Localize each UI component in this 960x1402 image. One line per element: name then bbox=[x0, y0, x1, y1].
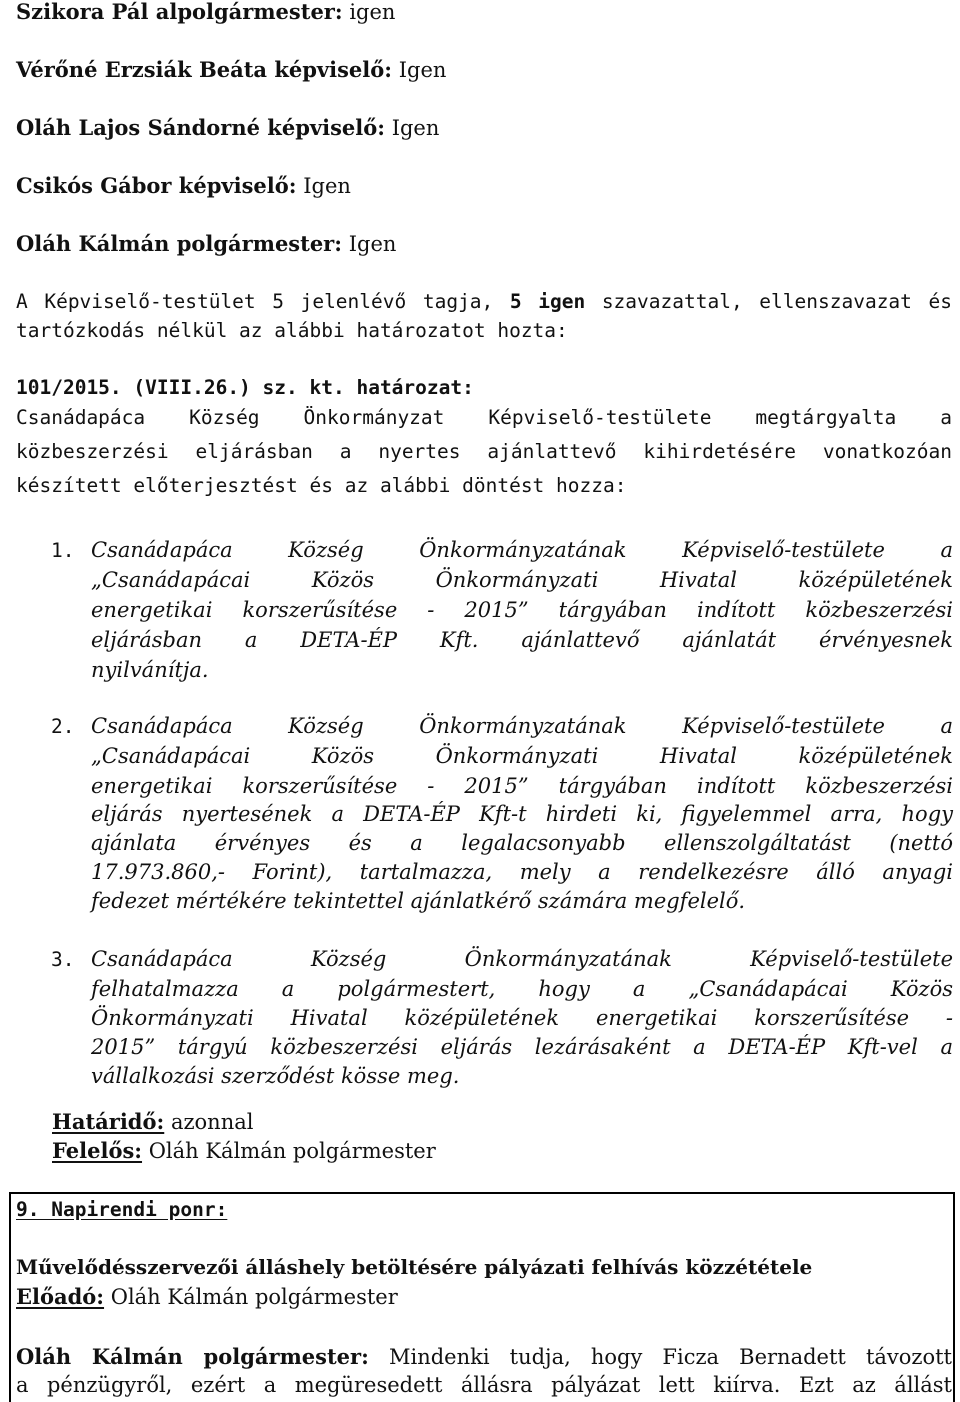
resolution-number: 101/2015. (VIII.26.) sz. kt. határozat: bbox=[16, 376, 474, 399]
presenter-line bbox=[16, 1282, 398, 1312]
item-line: eljárás nyertesének a DETA-ÉP Kft-t hirdeti ki, figyelemmel arra, hogy bbox=[91, 802, 953, 826]
item-line: Csanádapáca Község Önkormányzatának Képviselő-testülete bbox=[91, 947, 953, 971]
vote-value: Igen bbox=[391, 116, 440, 140]
item-line: Önkormányzati Hivatal középületének energetikai korszerűsítése - bbox=[91, 1006, 953, 1030]
vote-line bbox=[16, 55, 446, 85]
item-line: ajánlata érvényes és a legalacsonyabb ellenszolgáltatást (nettó bbox=[91, 831, 953, 855]
voter-name: Szikora Pál alpolgármester: bbox=[16, 0, 343, 24]
agenda-title: Művelődésszervezői álláshely betöltésére pályázati felhívás közzététele bbox=[16, 1255, 813, 1279]
deadline-line bbox=[52, 1107, 253, 1137]
presenter-value: Oláh Kálmán polgármester bbox=[110, 1285, 398, 1309]
speech-line-1 bbox=[16, 1342, 952, 1372]
item-line: „Csanádapácai Közös Önkormányzati Hivatal középületének bbox=[91, 568, 953, 592]
item-line: 2015” tárgyú közbeszerzési eljárás lezárásaként a DETA-ÉP Kft-vel a bbox=[91, 1035, 953, 1059]
agenda-heading: 9. Napirendi ponr: bbox=[16, 1198, 228, 1221]
item-number: 3. bbox=[51, 948, 75, 971]
vote-line bbox=[16, 171, 351, 201]
deadline-label: Határidő: bbox=[52, 1109, 165, 1134]
voter-name: Csikós Gábor képviselő: bbox=[16, 173, 297, 198]
item-line: „Csanádapácai Közös Önkormányzati Hivatal középületének bbox=[91, 744, 953, 768]
vote-value: Igen bbox=[303, 174, 351, 198]
vote-line bbox=[16, 113, 439, 143]
item-line: energetikai korszerűsítése - 2015” tárgyában indított közbeszerzési bbox=[91, 774, 953, 798]
deadline-value: azonnal bbox=[170, 1110, 254, 1134]
item-line: nyilvánítja. bbox=[91, 658, 209, 682]
item-line: felhatalmazza a polgármestert, hogy a „Csanádapácai Közös bbox=[91, 977, 953, 1001]
vote-summary-line-2: tartózkodás nélkül az alábbi határozatot hozta: bbox=[16, 319, 568, 342]
resolution-intro-line: közbeszerzési eljárásban a nyertes ajánlattevő kihirdetésére vonatkozóan bbox=[16, 440, 952, 463]
vote-summary-line-1: A Képviselő-testület 5 jelenlévő tagja, 5 igen szavazattal, ellenszavazat és bbox=[16, 290, 952, 313]
responsible-value: Oláh Kálmán polgármester bbox=[148, 1139, 436, 1163]
responsible-label: Felelős: bbox=[52, 1138, 143, 1163]
vote-line bbox=[16, 229, 396, 259]
vote-value: Igen bbox=[348, 232, 397, 256]
item-line: vállalkozási szerződést kösse meg. bbox=[91, 1064, 460, 1088]
item-line: eljárásban a DETA-ÉP Kft. ajánlattevő ajánlatát érvényesnek bbox=[91, 628, 953, 652]
presenter-label: Előadó: bbox=[16, 1284, 105, 1309]
item-line: energetikai korszerűsítése - 2015” tárgyában indított közbeszerzési bbox=[91, 598, 953, 622]
speech-line-2: a pénzügyről, ezért a megüresedett állásra pályázat lett kiírva. Ezt az állást bbox=[16, 1373, 952, 1397]
item-line: Csanádapáca Község Önkormányzatának Képviselő-testülete a bbox=[91, 538, 953, 562]
item-number: 2. bbox=[51, 715, 75, 738]
item-number: 1. bbox=[51, 539, 75, 562]
speaker-name: Oláh Kálmán polgármester: bbox=[16, 1344, 369, 1369]
item-line: fedezet mértékére tekintettel ajánlatkérő számára megfelelő. bbox=[91, 889, 746, 913]
vote-value: igen bbox=[349, 0, 396, 24]
vote-value: Igen bbox=[398, 58, 447, 82]
voter-name: Oláh Kálmán polgármester: bbox=[16, 231, 343, 256]
item-line: Csanádapáca Község Önkormányzatának Képviselő-testülete a bbox=[91, 714, 953, 738]
voter-name: Vérőné Erzsiák Beáta képviselő: bbox=[16, 57, 393, 82]
speech-text: Mindenki tudja, hogy Ficza Bernadett távozott bbox=[388, 1345, 952, 1369]
resolution-intro-line: Csanádapáca Község Önkormányzat Képviselő-testülete megtárgyalta a bbox=[16, 406, 952, 429]
vote-line bbox=[16, 0, 395, 27]
voter-name: Oláh Lajos Sándorné képviselő: bbox=[16, 115, 385, 140]
item-line: 17.973.860,- Forint), tartalmazza, mely a rendelkezésre álló anyagi bbox=[91, 860, 953, 884]
responsible-line bbox=[52, 1136, 436, 1166]
resolution-intro-line: készített előterjesztést és az alábbi döntést hozza: bbox=[16, 474, 627, 497]
